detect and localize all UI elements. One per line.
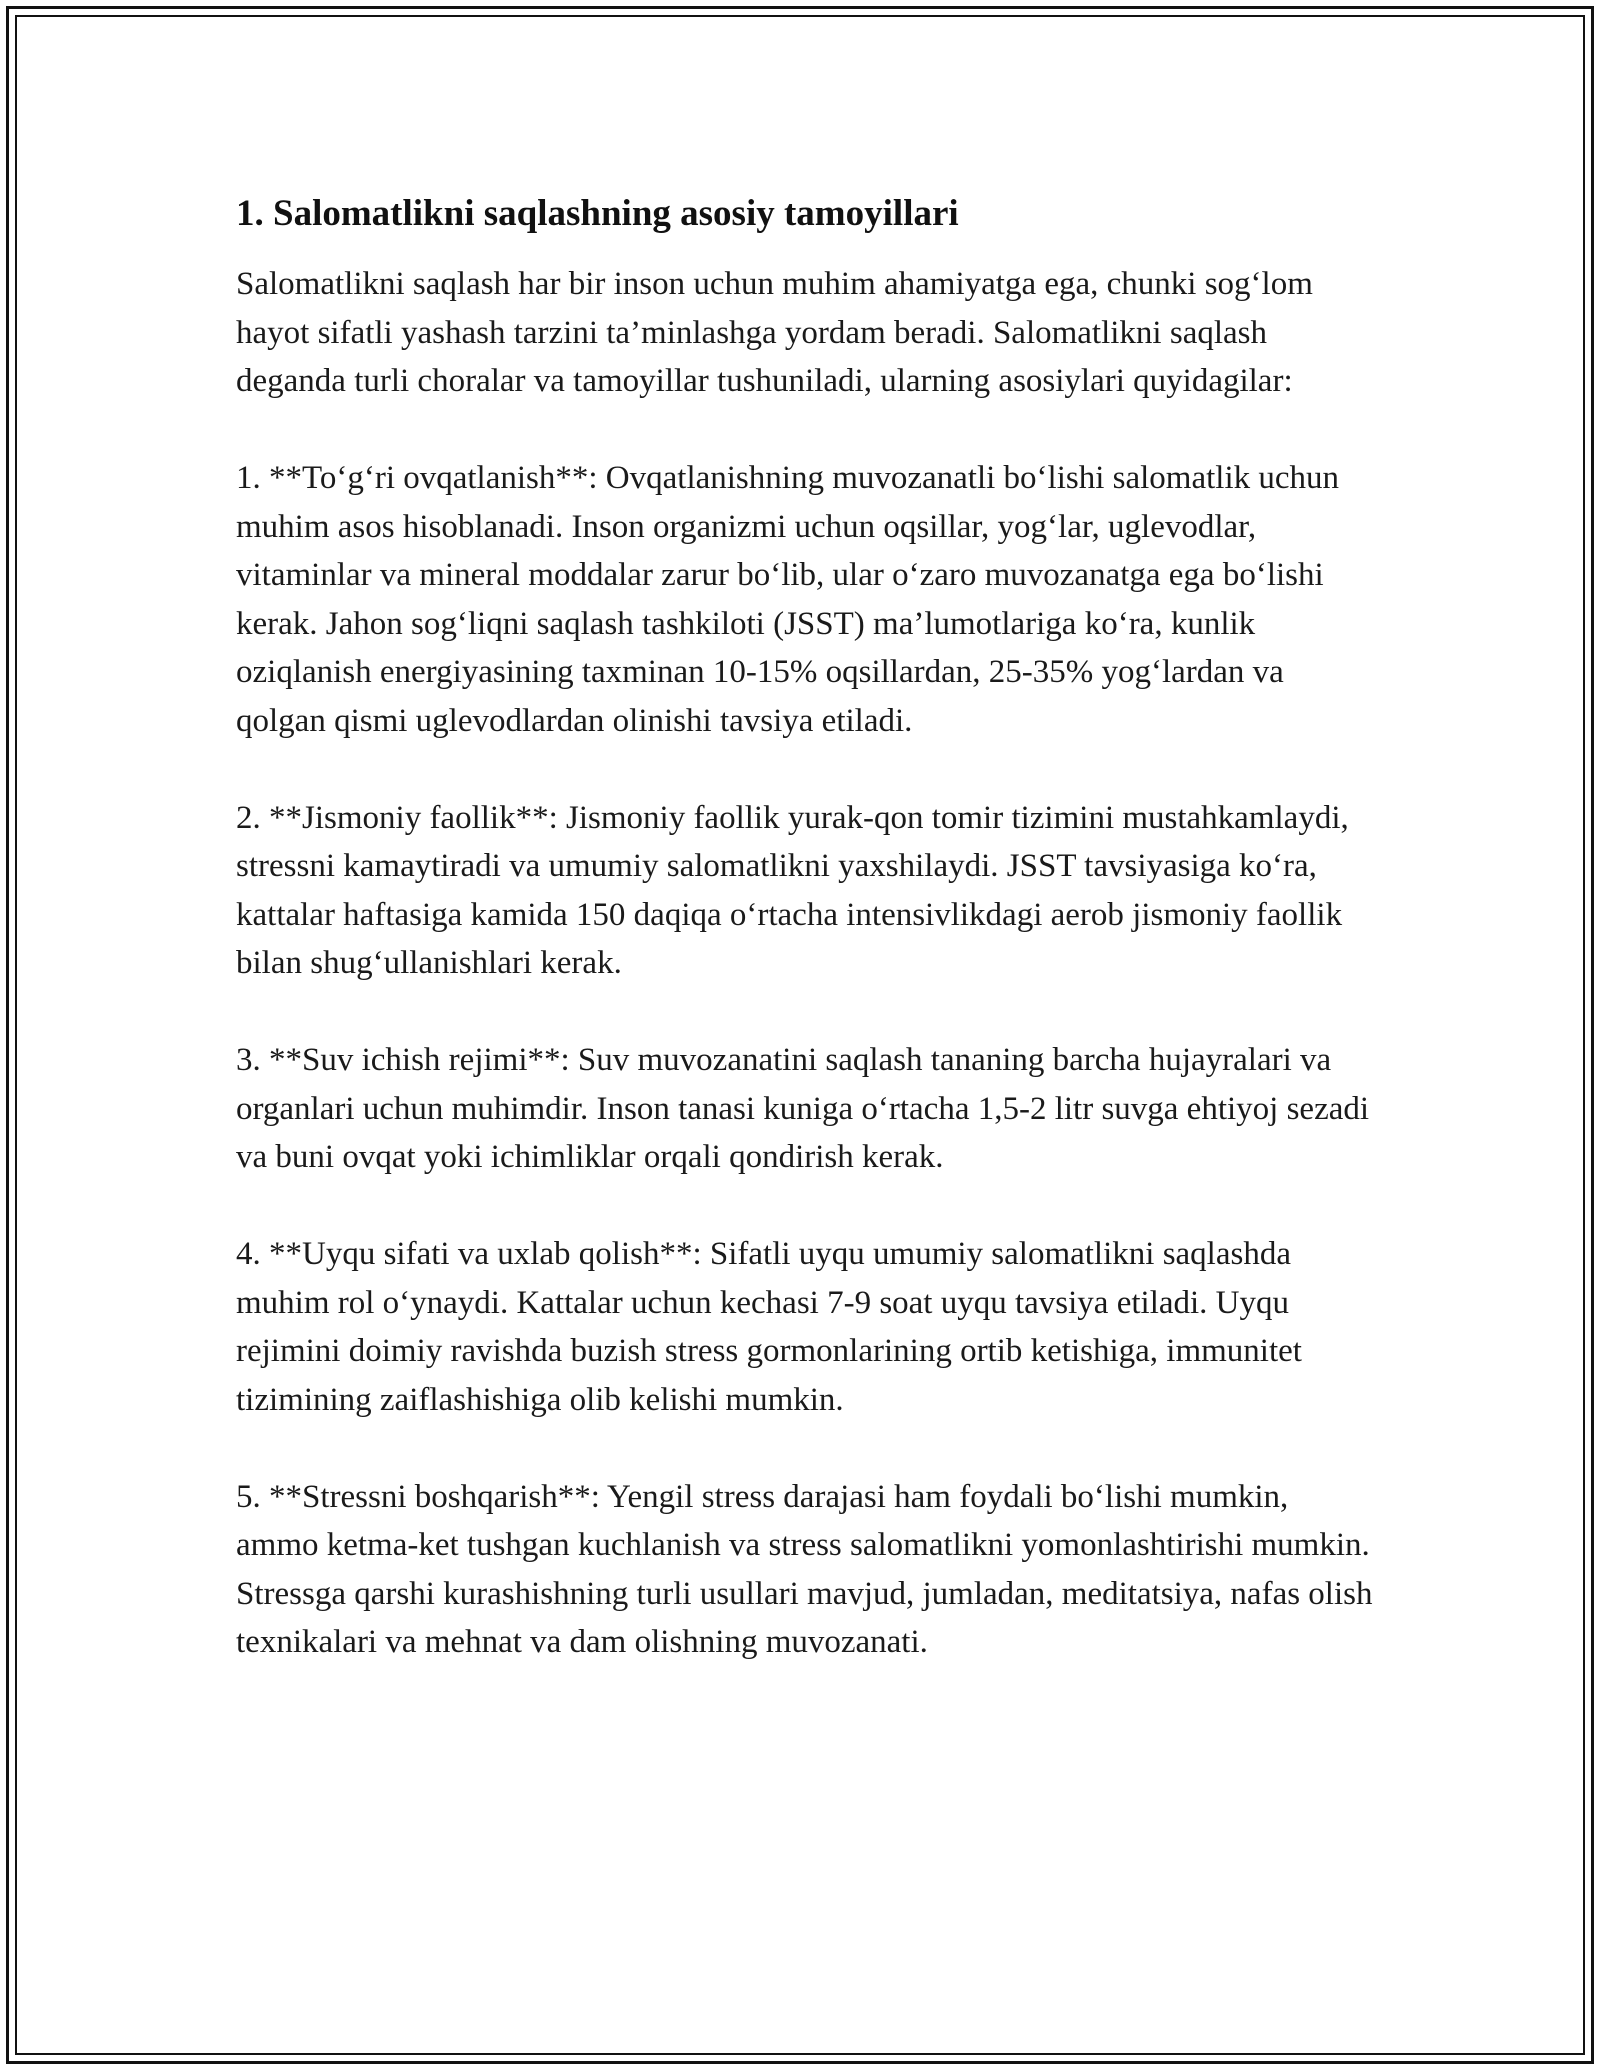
list-item-nutrition: 1. **To‘g‘ri ovqatlanish**: Ovqatlanishning muvozanatli bo‘lishi salomatlik uchun muhim asos hisoblanadi. Inson organizmi uchun oqsillar, yog‘lar, uglevodlar, vitaminlar va mineral moddalar zarur bo‘lib, ular o‘zaro muvozanatga ega bo‘lishi kerak. Jahon sog‘liqni saqlash tashkiloti (JSST) ma’lumotlariga ko‘ra, kunlik oziqlanish energiyasining taxminan 10-15% oqsillardan, 25-35% yog‘lardan va qolgan qismi uglevodlardan olinishi tavsiya etiladi. — [236, 460, 1340, 739]
document-body — [236, 188, 1376, 1715]
list-item-water-intake: 3. **Suv ichish rejimi**: Suv muvozanatini saqlash tananing barcha hujayralari va organlari uchun muhimdir. Inson tanasi kuniga o‘rtacha 1,5-2 litr suvga ehtiyoj sezadi va buni ovqat yoki ichimliklar orqali qondirish kerak. — [236, 1042, 1370, 1175]
section-heading: 1. Salomatlikni saqlashning asosiy tamoyillari — [236, 193, 959, 234]
list-item-physical-activity: 2. **Jismoniy faollik**: Jismoniy faollik yurak-qon tomir tizimini mustahkamlaydi, stressni kamaytiradi va umumiy salomatlikni yaxshilaydi. JSST tavsiyasiga ko‘ra, kattalar haftasiga kamida 150 daqiqa o‘rtacha intensivlikdagi aerob jismoniy faollik bilan shug‘ullanishlari kerak. — [236, 799, 1349, 981]
intro-paragraph: Salomatlikni saqlash har bir inson uchun muhim ahamiyatga ega, chunki sog‘lom hayot sifatli yashash tarzini ta’minlashga yordam beradi. Salomatlikni saqlash deganda turli choralar va tamoyillar tushuniladi, ularning asosiylari quyidagilar: — [236, 266, 1313, 399]
list-item-stress-management: 5. **Stressni boshqarish**: Yengil stress darajasi ham foydali bo‘lishi mumkin, ammo ketma-ket tushgan kuchlanish va stress salomatlikni yomonlashtirishi mumkin. Stressga qarshi kurashishning turli usullari mavjud, jumladan, meditatsiya, nafas olish texnikalari va mehnat va dam olishning muvozanati. — [236, 1478, 1373, 1660]
list-item-sleep: 4. **Uyqu sifati va uxlab qolish**: Sifatli uyqu umumiy salomatlikni saqlashda muhim rol o‘ynaydi. Kattalar uchun kechasi 7-9 soat uyqu tavsiya etiladi. Uyqu rejimini doimiy ravishda buzish stress gormonlarining ortib ketishiga, immunitet tizimining zaiflashishiga olib kelishi mumkin. — [236, 1236, 1302, 1418]
